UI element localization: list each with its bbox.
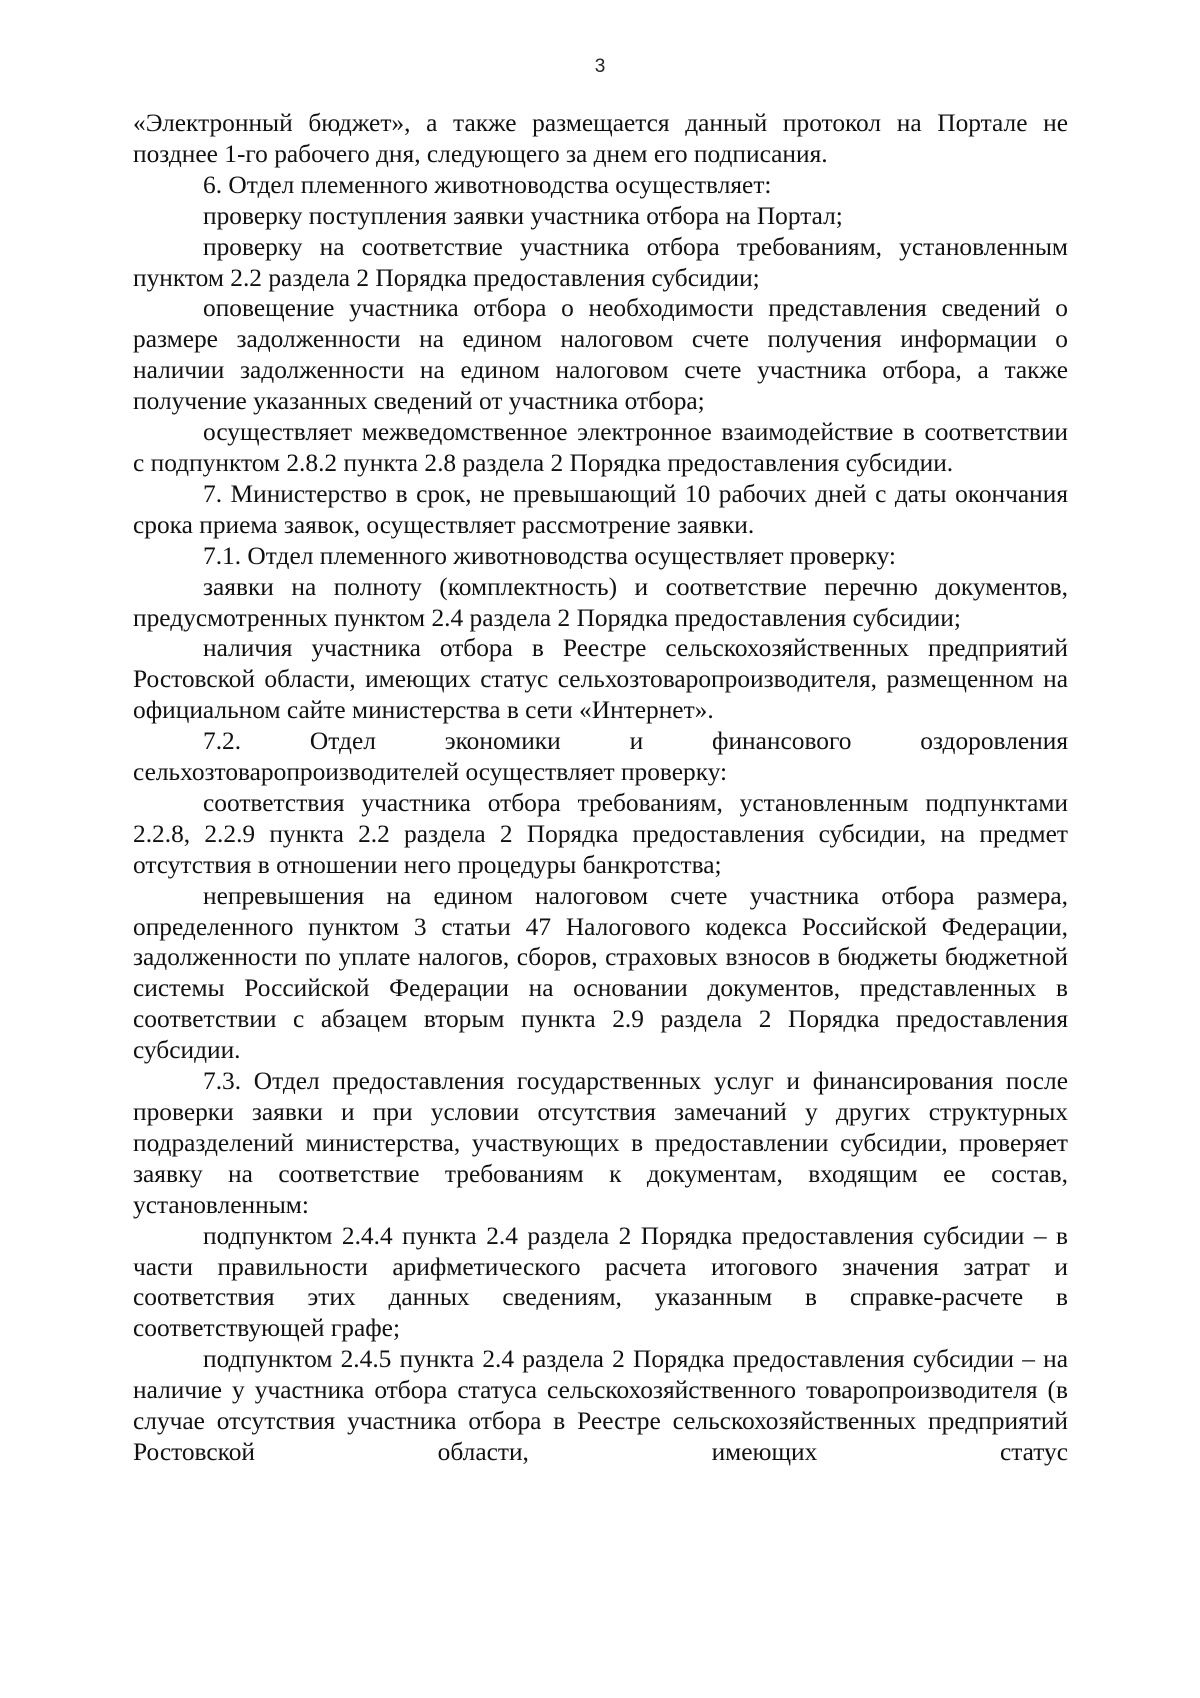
paragraph: соответствия участника отбора требованиям, установленным подпунктами 2.2.8, 2.2.9 пункта 2.2 раздела 2 Порядка предоставления субсидии, на предмет отсутствия в отношении него процедуры банкротства; xyxy=(133,788,1068,879)
paragraph: проверку поступления заявки участника отбора на Портал; xyxy=(203,201,843,230)
paragraph: проверку на соответствие участника отбора требованиям, установленным пунктом 2.2 раздела 2 Порядка предоставления субсидии; xyxy=(133,232,1068,292)
paragraph: 7.1. Отдел племенного животноводства осуществляет проверку: xyxy=(203,541,896,570)
paragraph: 7. Министерство в срок, не превышающий 10 рабочих дней с даты окончания срока приема заявок, осуществляет рассмотрение заявки. xyxy=(133,479,1068,539)
paragraph: 7.3. Отдел предоставления государственных услуг и финансирования после проверки заявки и при условии отсутствия замечаний у других структурных подразделений министерства, участвующих в предоставлении субсидии, проверяет заявку на соответствие требованиям к документам, входящим ее состав, установленным: xyxy=(133,1067,1068,1219)
document-body xyxy=(133,108,1068,1468)
page-number: 3 xyxy=(594,56,606,77)
paragraph: заявки на полноту (комплектность) и соответствие перечню документов, предусмотренных пунктом 2.4 раздела 2 Порядка предоставления субсидии; xyxy=(133,572,1068,632)
paragraph: подпунктом 2.4.4 пункта 2.4 раздела 2 Порядка предоставления субсидии – в части правильности арифметического расчета итогового значения затрат и соответствия этих данных сведениям, указанным в справке-расчете в соответствующей графе; xyxy=(133,1221,1068,1343)
paragraph: осуществляет межведомственное электронное взаимодействие в соответствии с подпунктом 2.8.2 пункта 2.8 раздела 2 Порядка предоставления субсидии. xyxy=(133,418,1068,477)
paragraph: непревышения на едином налоговом счете участника отбора размера, определенного пунктом 3 статьи 47 Налогового кодекса Российской Федерации, задолженности по уплате налогов, сборов, страховых взносов в бюджеты бюджетной системы Российской Федерации на основании документов, представленных в соответствии с абзацем вторым пункта 2.9 раздела 2 Порядка предоставления субсидии. xyxy=(133,881,1068,1065)
paragraph: подпунктом 2.4.5 пункта 2.4 раздела 2 Порядка предоставления субсидии – на наличие у участника отбора статуса сельскохозяйственного товаропроизводителя (в случае отсутствия участника отбора в Реестре сельскохозяйственных предприятий Ростовской области, имеющих статус xyxy=(133,1345,1068,1466)
paragraph: оповещение участника отбора о необходимости представления сведений о размере задолженности на едином налоговом счете получения информации о наличии задолженности на едином налоговом счете участника отбора, а также получение указанных сведений от участника отбора; xyxy=(133,294,1068,416)
paragraph: 7.2. Отдел экономики и финансового оздоровления сельхозтоваропроизводителей осуществляет проверку: xyxy=(133,727,1068,787)
paragraph: наличия участника отбора в Реестре сельскохозяйственных предприятий Ростовской области, имеющих статус сельхозтоваропроизводителя, размещенном на официальном сайте министерства в сети «Интернет». xyxy=(133,634,1068,725)
paragraph: 6. Отдел племенного животноводства осуществляет: xyxy=(203,170,772,199)
paragraph: «Электронный бюджет», а также размещается данный протокол на Портале не позднее 1-го рабочего дня, следующего за днем его подписания. xyxy=(133,109,1068,168)
